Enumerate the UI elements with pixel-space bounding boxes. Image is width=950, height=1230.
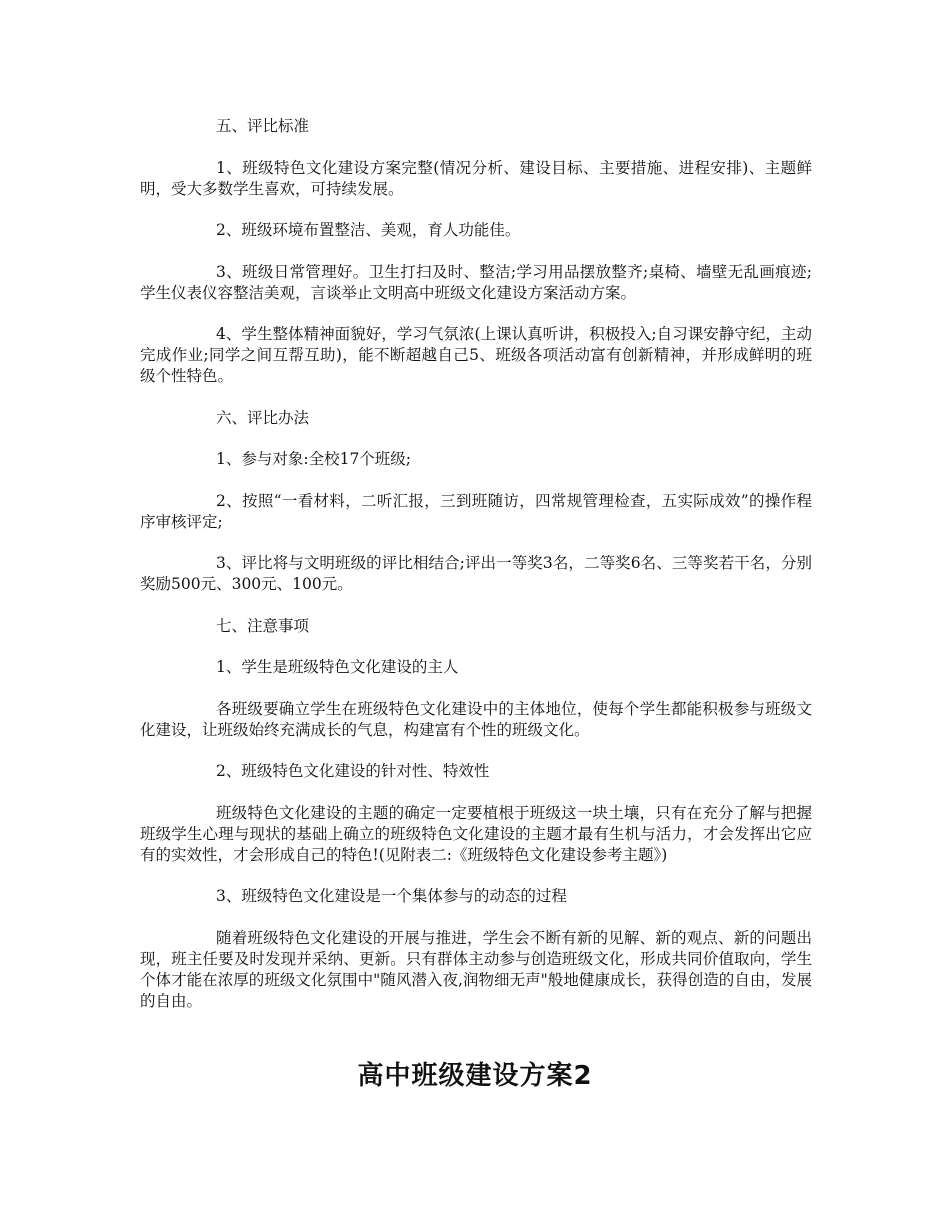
document-body [140, 116, 812, 1032]
criteria-item-1: 1、班级特色文化建设方案完整(情况分析、建设目标、主要措施、进程安排)、主题鲜明，受大多数学生喜欢，可持续发展。 [140, 158, 812, 198]
method-item-1: 1、参与对象:全校17个班级; [216, 450, 412, 468]
criteria-item-4: 4、学生整体精神面貌好，学习气氛浓(上课认真听讲，积极投入;自习课安静守纪，主动完成作业;同学之间互帮互助)，能不断超越自己5、班级各项活动富有创新精神，并形成鲜明的班级个性特色。 [140, 325, 812, 385]
note-1-body: 各班级要确立学生在班级特色文化建设中的主体地位，使每个学生都能积极参与班级文化建设，让班级始终充满成长的气息，构建富有个性的班级文化。 [140, 699, 812, 739]
criteria-item-3: 3、班级日常管理好。卫生打扫及时、整洁;学习用品摆放整齐;桌椅、墙壁无乱画痕迹;学生仪表仪容整洁美观，言谈举止文明高中班级文化建设方案活动方案。 [140, 262, 812, 302]
criteria-item-2: 2、班级环境布置整洁、美观，育人功能佳。 [216, 221, 521, 239]
section-title: 高中班级建设方案2 [357, 1061, 593, 1091]
method-item-3: 3、评比将与文明班级的评比相结合;评出一等奖3名，二等奖6名、三等奖若干名，分别奖励500元、300元、100元。 [140, 554, 812, 593]
note-3-heading: 3、班级特色文化建设是一个集体参与的动态的过程 [216, 887, 567, 905]
heading-notes: 七、注意事项 [216, 616, 310, 635]
note-1-heading: 1、学生是班级特色文化建设的主人 [216, 658, 459, 676]
note-2-heading: 2、班级特色文化建设的针对性、特效性 [216, 762, 490, 780]
note-3-body: 随着班级特色文化建设的开展与推进，学生会不断有新的见解、新的观点、新的问题出现，班主任要及时发现并采纳、更新。只有群体主动参与创造班级文化，形成共同价值取向，学生个体才能在浓厚的班级文化氛围中"随风潜入夜,润物细无声"般地健康成长，获得创造的自由，发展的自由。 [140, 928, 812, 1010]
heading-evaluation-method: 六、评比办法 [216, 408, 310, 427]
method-item-2: 2、按照“一看材料，二听汇报，三到班随访，四常规管理检查，五实际成效”的操作程序审核评定; [140, 491, 812, 531]
heading-evaluation-criteria: 五、评比标准 [216, 117, 310, 135]
note-2-body: 班级特色文化建设的主题的确定一定要植根于班级这一块土壤，只有在充分了解与把握班级学生心理与现状的基础上确立的班级特色文化建设的主题才最有生机与活力，才会发挥出它应有的实效性，才会形成自己的特色!(见附表二:《班级特色文化建设参考主题》) [140, 803, 812, 864]
